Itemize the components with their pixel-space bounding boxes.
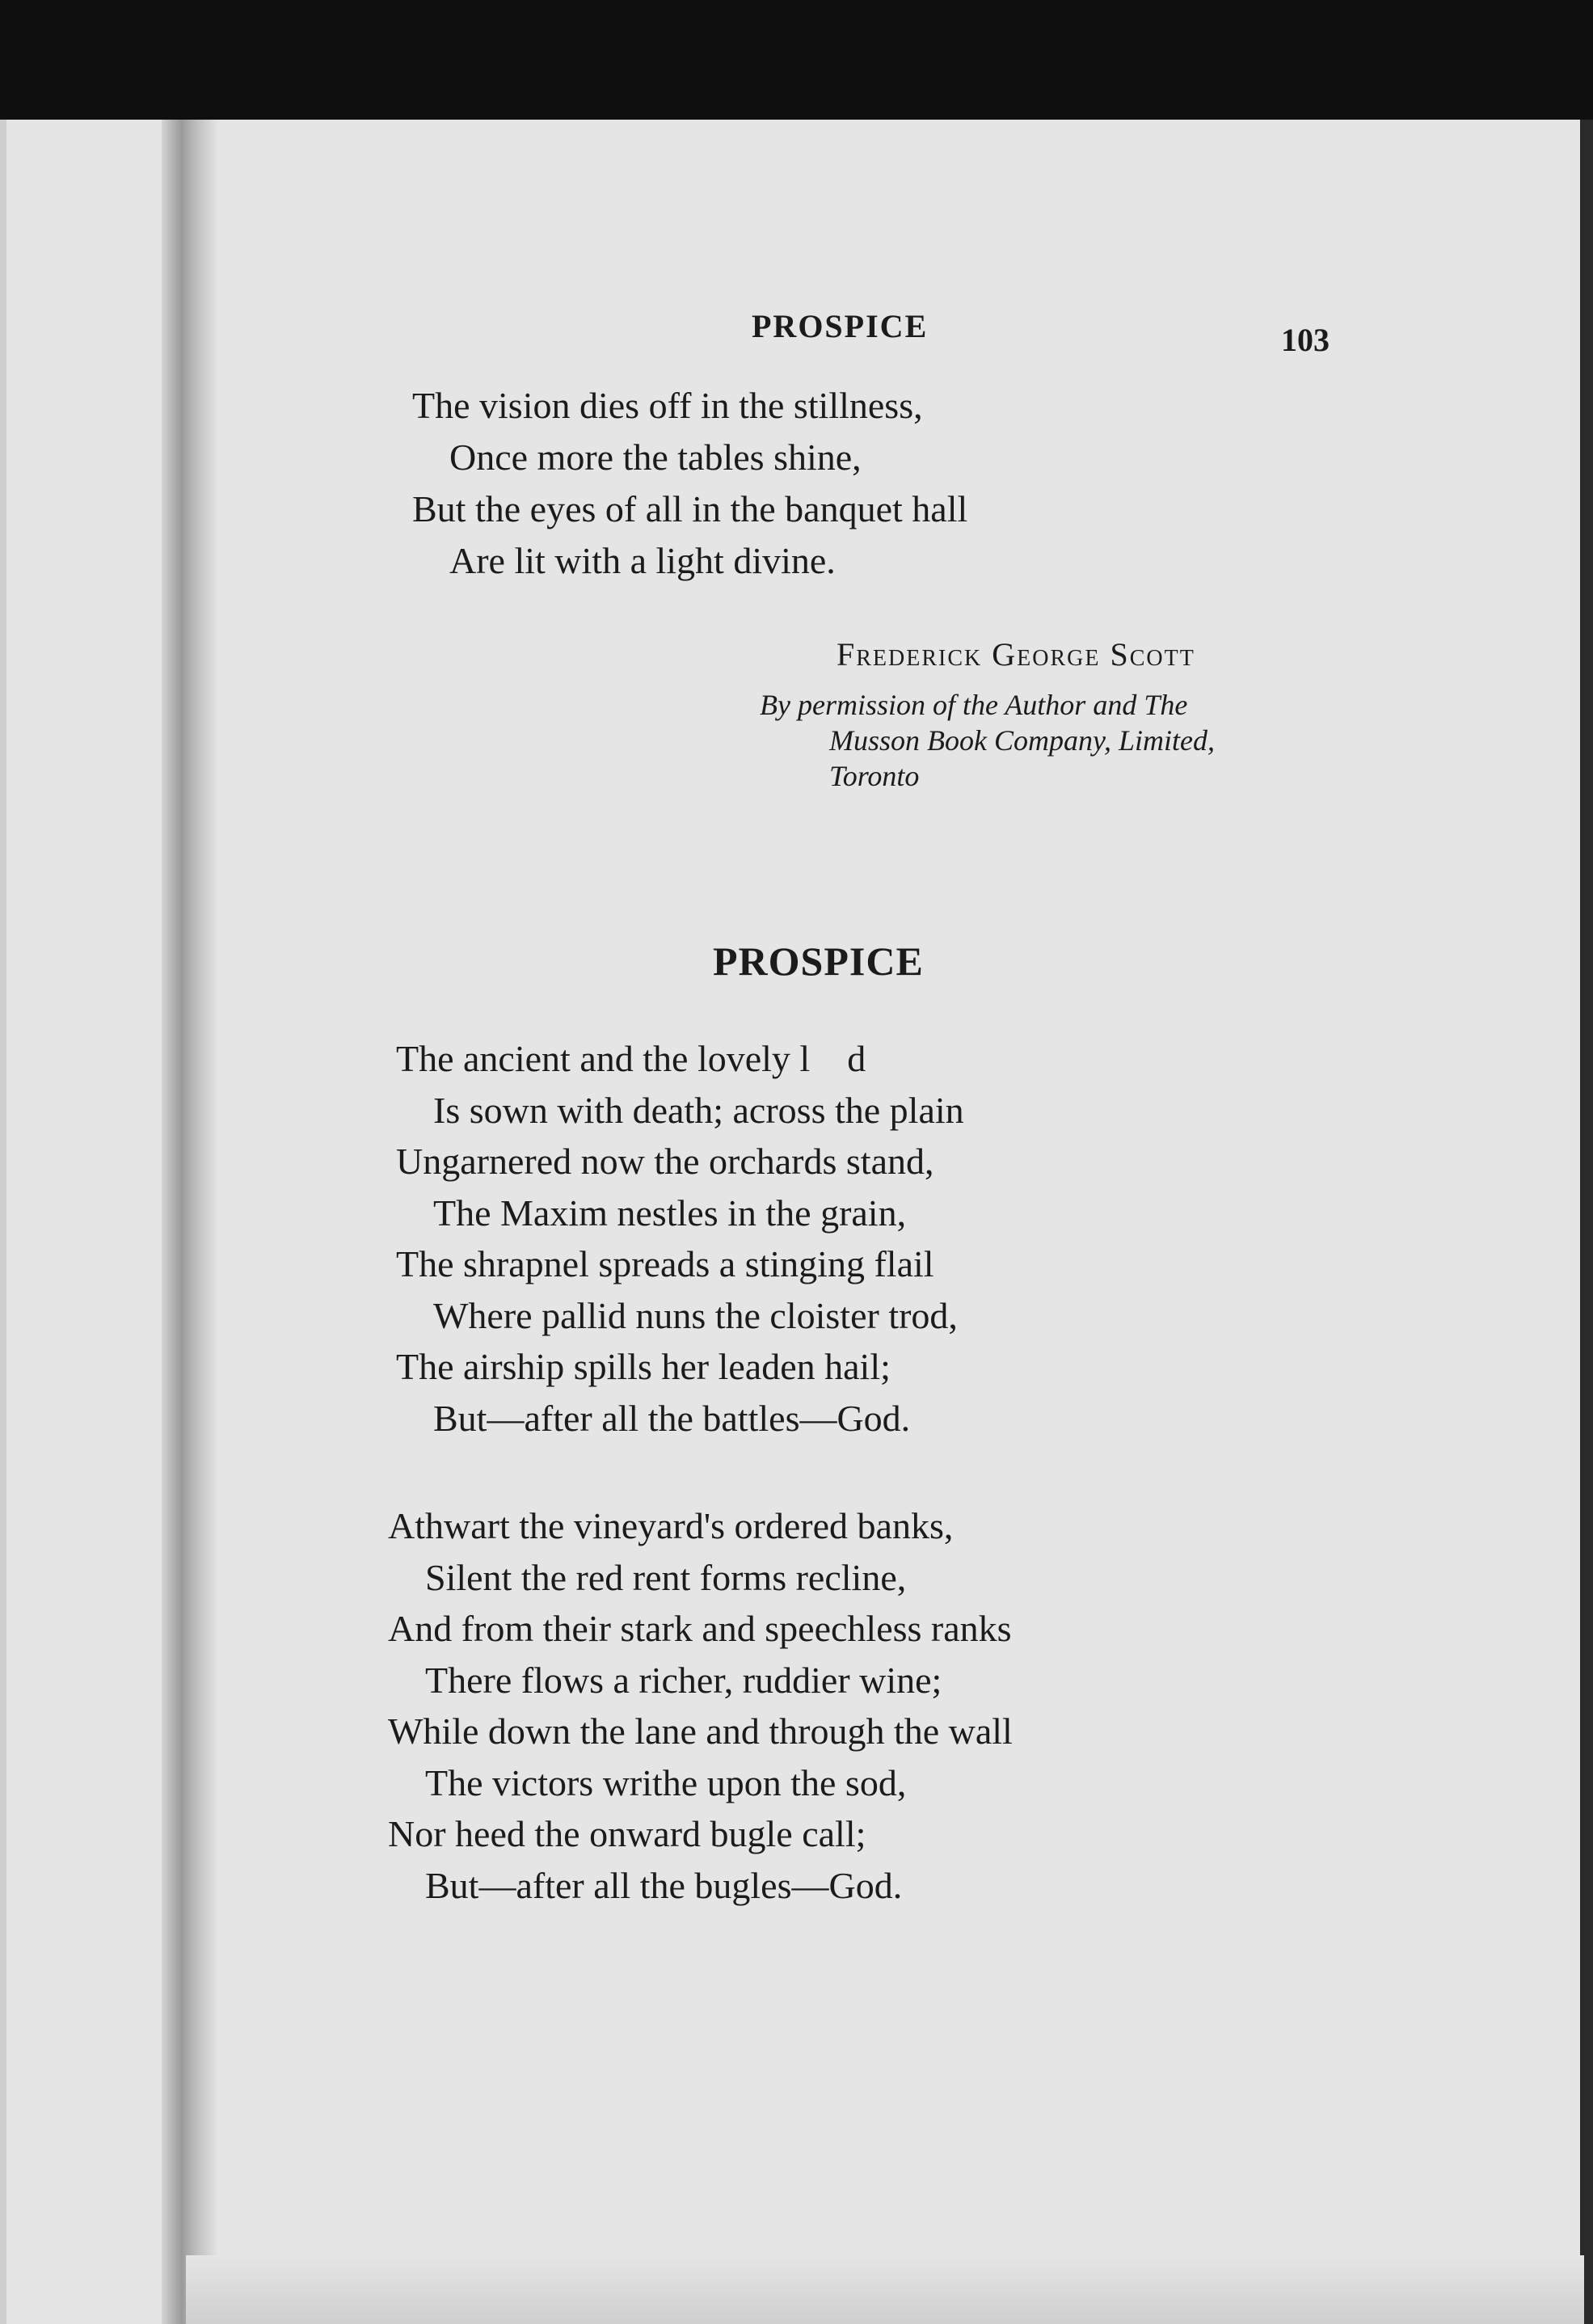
previous-poem-ending <box>412 380 967 587</box>
facing-page-edge <box>0 120 6 2324</box>
verse-line: Nor heed the onward bugle call; <box>388 1813 866 1854</box>
verse-line: Athwart the vineyard's ordered banks, <box>388 1505 954 1546</box>
verse-line: But—after all the battles—God. <box>433 1397 911 1439</box>
permission-note-line: By permission of the Author and The <box>760 689 1188 721</box>
verse-line: Where pallid nuns the cloister trod, <box>433 1294 958 1336</box>
verse-line: The victors writhe upon the sod, <box>425 1761 907 1803</box>
verse-line: Are lit with a light divine. <box>449 540 836 581</box>
stanza-2 <box>388 1500 1013 1911</box>
verse-line: The Maxim nestles in the grain, <box>433 1192 907 1234</box>
verse-line: But—after all the bugles—God. <box>425 1864 903 1906</box>
permission-note <box>760 687 1215 794</box>
verse-line: But the eyes of all in the banquet hall <box>412 488 968 529</box>
verse-line: The shrapnel spreads a stinging flail <box>396 1243 934 1284</box>
author-name: Frederick George Scott <box>837 636 1195 673</box>
scan-right-border <box>1580 120 1593 2324</box>
page-number: 103 <box>1281 322 1330 358</box>
verse-line: Ungarnered now the orchards stand, <box>396 1141 934 1182</box>
verse-line: Once more the tables shine, <box>449 437 862 478</box>
poem-title: PROSPICE <box>713 938 924 984</box>
scan-top-border <box>0 0 1593 121</box>
page-bottom-shadow <box>186 2255 1584 2324</box>
verse-line: The airship spills her leaden hail; <box>396 1346 891 1387</box>
stanza-1 <box>396 1033 964 1444</box>
verse-line: Is sown with death; across the plain <box>433 1089 964 1131</box>
book-gutter <box>162 120 218 2324</box>
permission-note-line: Toronto <box>829 760 920 792</box>
verse-line: And from their stark and speechless ranks <box>388 1608 1012 1649</box>
verse-line: The ancient and the lovely l d <box>396 1038 866 1079</box>
verse-line: The vision dies off in the stillness, <box>412 385 923 426</box>
permission-note-line: Musson Book Company, Limited, <box>829 724 1215 757</box>
running-head: PROSPICE <box>752 308 929 344</box>
verse-line: While down the lane and through the wall <box>388 1710 1013 1752</box>
verse-line: There flows a richer, ruddier wine; <box>425 1659 942 1701</box>
verse-line: Silent the red rent forms recline, <box>425 1556 907 1598</box>
